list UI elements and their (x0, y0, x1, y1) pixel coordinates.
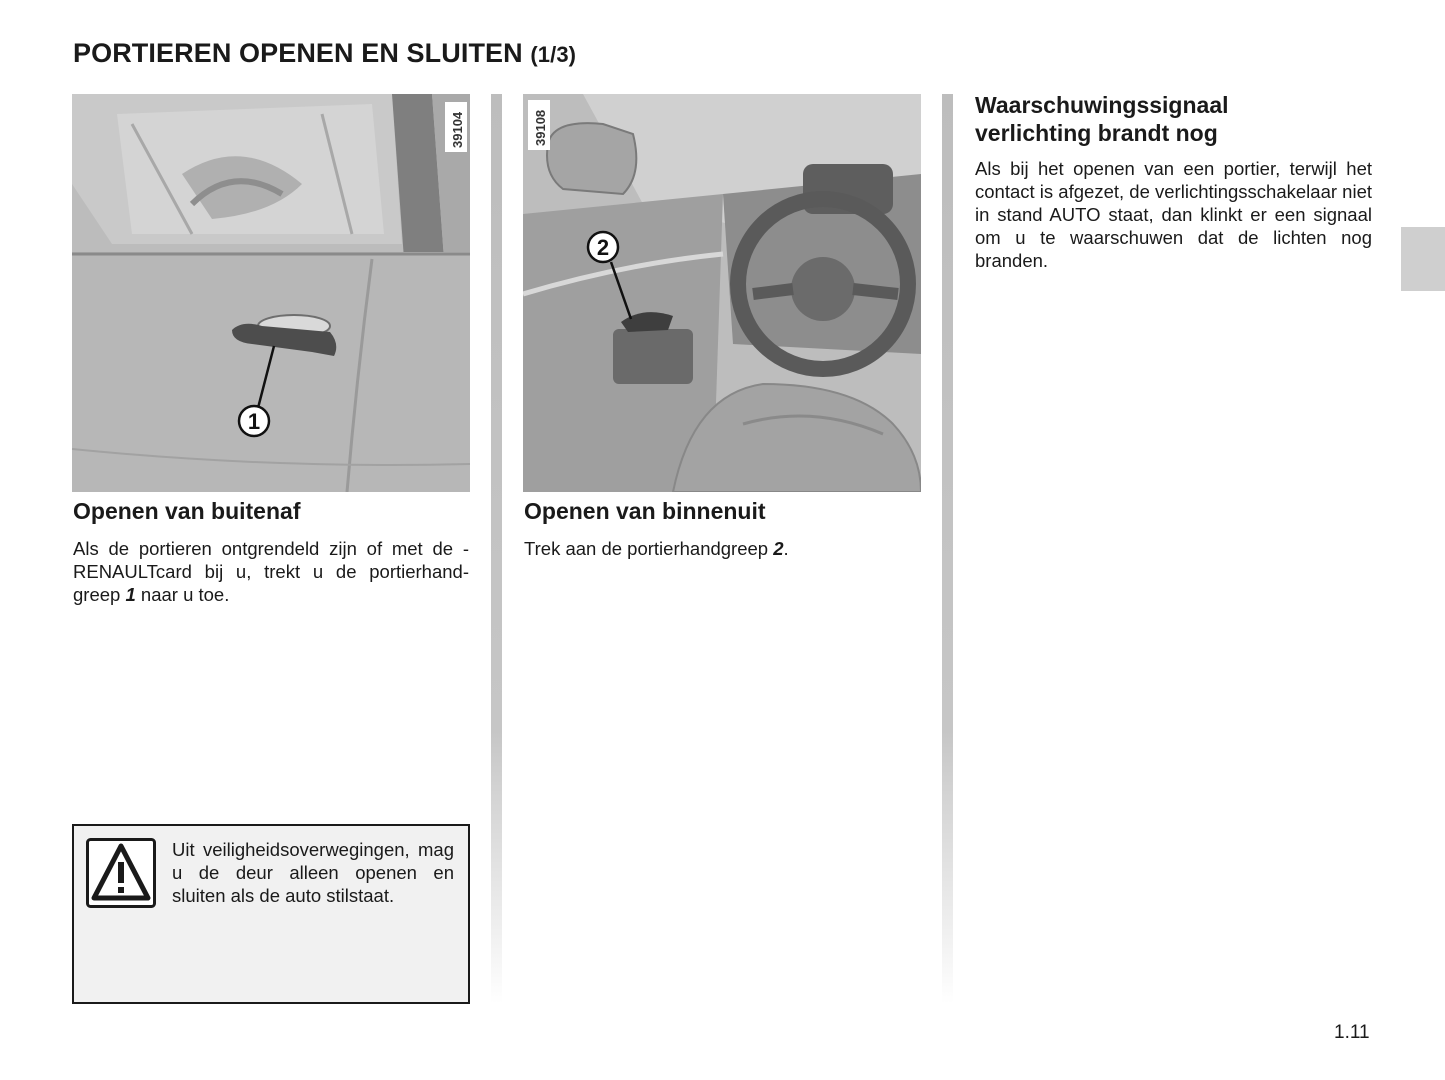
text-outside: Als de portieren ontgrendeld zijn of met de -RENAULTcard bij u, trekt u de portierhand-greep 1 naar u toe. (73, 538, 469, 605)
figure-exterior-door (72, 94, 470, 492)
ref-2: 2 (773, 538, 784, 559)
text-light-warning: Als bij het openen van een portier, terwijl het contact is afgezet, de verlichtingsschakelaar niet in stand AUTO staat, dan klinkt er een signaal om u te waarschuwen dat de lichten nog branden. (975, 158, 1372, 271)
warning-text: Uit veiligheidsoverwegingen, mag u de deur alleen openen en sluiten als de auto stilstaat. (172, 839, 454, 906)
warning-triangle-icon (86, 838, 156, 908)
callout-1: 1 (247, 409, 261, 434)
ref-1: 1 (125, 584, 136, 605)
title-part: (1/3) (530, 42, 577, 67)
interior-door-illustration (523, 94, 921, 492)
figure-ref-39104: 39104 (450, 111, 465, 148)
figure-interior-door (523, 94, 921, 492)
warning-box (72, 824, 470, 1004)
column-divider (491, 94, 502, 1004)
column-divider (942, 94, 953, 1004)
exterior-door-illustration (72, 94, 470, 492)
page-title (73, 38, 576, 69)
text-inside: Trek aan de portierhandgreep 2. (524, 538, 789, 559)
chapter-tab (1401, 227, 1445, 291)
heading-inside: Openen van binnenuit (524, 498, 766, 524)
heading-outside: Openen van buitenaf (73, 498, 301, 524)
heading-light-warning: Waarschuwingssignaal verlichting brandt nog (975, 92, 1229, 146)
figure-ref-39108: 39108 (533, 109, 548, 146)
callout-2: 2 (596, 235, 610, 260)
page-number: 1.11 (1334, 1022, 1370, 1043)
title-text: PORTIEREN OPENEN EN SLUITEN (73, 38, 523, 68)
